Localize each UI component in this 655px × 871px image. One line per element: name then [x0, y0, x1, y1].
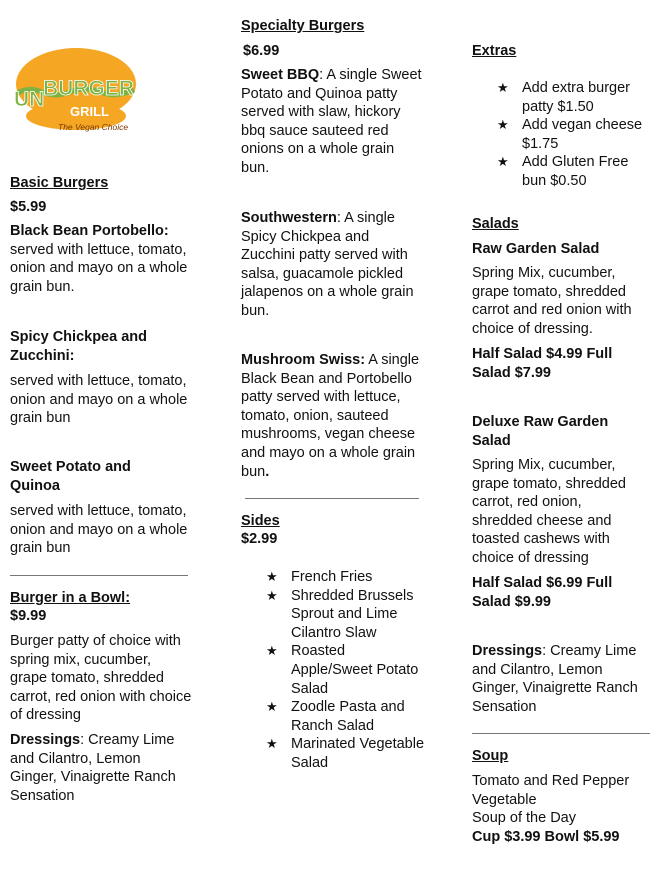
soup-heading: Soup — [472, 748, 509, 764]
specialty-item-3-end: . — [265, 463, 270, 480]
sides-item: ★ Roasted Apple/Sweet Potato Salad — [266, 642, 426, 698]
deluxe-salad-name: Deluxe Raw Garden Salad — [472, 414, 609, 449]
salads-heading: Salads — [472, 216, 519, 232]
specialty-item-1-name: Sweet BBQ — [241, 67, 320, 83]
basic-item-1-name: Black Bean Portobello: — [10, 223, 169, 239]
logo-tagline: The Vegan Choice — [58, 122, 129, 132]
specialty-item-3-desc: A single Black Bean and Portobello patty served with lettuce, tomato, onion, sauteed mushrooms, vegan cheese and mayo on a whole grain bun — [241, 352, 420, 480]
sides-price: $2.99 — [241, 531, 278, 547]
divider — [245, 498, 419, 499]
specialty-item-1-desc: : A single Sweet Potato and Quinoa patty served with slaw, hickory bbq sauce sauteed red onions on a whole grain bun. — [241, 67, 422, 176]
specialty-item-2-desc: : A single Spicy Chickpea and Zucchini patty served with salsa, guacamole pickled jalapenos on a whole grain bun. — [241, 210, 414, 319]
logo-text-un: UN — [14, 88, 45, 111]
soup-item: Soup of the Day — [472, 810, 576, 827]
sides-item: ★ Shredded Brussels Sprout and Lime Cilantro Slaw — [266, 587, 426, 643]
salads-dressings-label: Dressings — [472, 643, 543, 659]
basic-item-2-name: Spicy Chickpea and Zucchini: — [10, 329, 147, 364]
basic-item-2-desc: served with lettuce, tomato, onion and mayo on a whole grain bun — [10, 373, 188, 427]
sides-item: ★ French Fries — [266, 568, 426, 587]
specialty-item-2-name: Southwestern — [241, 210, 337, 226]
specialty-item-3 — [241, 351, 425, 481]
bowl-price: $9.99 — [10, 608, 47, 624]
salads-dressings — [472, 642, 650, 716]
soup-price: Cup $3.99 Bowl $5.99 — [472, 828, 620, 845]
sides-item: ★ Marinated Vegetable Salad — [266, 735, 426, 772]
logo-text-grill: GRILL — [70, 104, 109, 119]
soup-item: Vegetable — [472, 791, 537, 808]
extras-list — [497, 79, 654, 191]
raw-salad-name: Raw Garden Salad — [472, 241, 600, 257]
soup-list — [472, 772, 652, 846]
specialty-price: $6.99 — [243, 43, 280, 59]
sides-list — [266, 568, 426, 773]
basic-item-3-desc: served with lettuce, tomato, onion and mayo on a whole grain bun — [10, 503, 188, 557]
specialty-heading: Specialty Burgers — [241, 18, 365, 34]
raw-salad-desc: Spring Mix, cucumber, grape tomato, shredded carrot and red onion with choice of dressing. — [472, 265, 632, 337]
divider — [10, 575, 188, 576]
specialty-item-2 — [241, 209, 425, 321]
extras-item: ★ Add vegan cheese $1.75 — [497, 116, 654, 153]
extras-item: ★ Add extra burger patty $1.50 — [497, 79, 654, 116]
deluxe-salad-desc: Spring Mix, cucumber, grape tomato, shredded carrot, red onion, shredded cheese and toasted cashews with choice of dressing — [472, 457, 626, 566]
bowl-heading: Burger in a Bowl: — [10, 590, 131, 606]
extras-item: ★ Add Gluten Free bun $0.50 — [497, 153, 654, 190]
bowl-dressings-text: : Creamy Lime and Cilantro, Lemon Ginger, Vinaigrette Ranch Sensation — [10, 732, 176, 804]
basic-item-1 — [10, 222, 192, 296]
unburger-grill-logo — [8, 40, 142, 136]
bowl-dressings — [10, 731, 190, 805]
basic-item-3-name: Sweet Potato and Quinoa — [10, 459, 131, 494]
basic-item-2 — [10, 328, 180, 365]
specialty-item-3-name: Mushroom Swiss: — [241, 352, 366, 368]
extras-heading: Extras — [472, 43, 517, 59]
logo-text-burger: BURGER — [43, 77, 135, 100]
basic-burgers-price: $5.99 — [10, 199, 47, 215]
basic-item-3 — [10, 458, 160, 495]
salads-dressings-text: : Creamy Lime and Cilantro, Lemon Ginger, Vinaigrette Ranch Sensation — [472, 643, 638, 715]
divider — [472, 733, 650, 734]
deluxe-salad-price: Half Salad $6.99 Full Salad $9.99 — [472, 575, 613, 610]
raw-salad-price: Half Salad $4.99 Full Salad $7.99 — [472, 346, 613, 381]
bowl-desc: Burger patty of choice with spring mix, cucumber, grape tomato, shredded carrot, red onion with choice of dressing — [10, 633, 192, 724]
basic-burgers-heading: Basic Burgers — [10, 175, 109, 191]
specialty-item-1 — [241, 66, 425, 178]
sides-item: ★ Zoodle Pasta and Ranch Salad — [266, 698, 426, 735]
sides-heading: Sides — [241, 513, 280, 529]
soup-item: Tomato and Red Pepper — [472, 773, 630, 789]
basic-item-1-desc: served with lettuce, tomato, onion and mayo on a whole grain bun. — [10, 241, 188, 295]
bowl-dressings-label: Dressings — [10, 732, 81, 748]
